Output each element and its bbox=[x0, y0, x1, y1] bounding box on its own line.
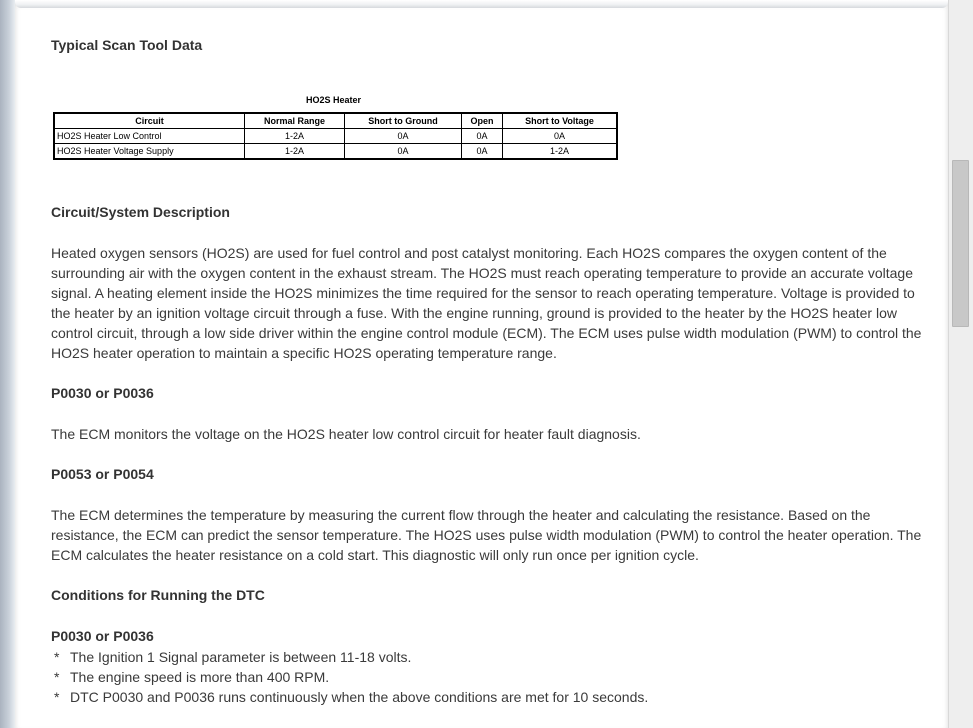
table-cell: 1-2A bbox=[503, 144, 618, 160]
heading-p0030-p0036: P0030 or P0036 bbox=[51, 385, 154, 401]
document-view bbox=[15, 0, 948, 728]
heading-conditions-running-dtc: Conditions for Running the DTC bbox=[51, 587, 265, 603]
table-row bbox=[54, 144, 617, 160]
heading-p0030-p0036-conditions: P0030 or P0036 bbox=[51, 628, 154, 644]
table-cell: 0A bbox=[345, 129, 462, 144]
list-item bbox=[54, 689, 648, 705]
table-cell: 0A bbox=[503, 129, 618, 144]
vertical-scrollbar[interactable] bbox=[948, 0, 973, 728]
table-cell: HO2S Heater Voltage Supply bbox=[54, 144, 245, 160]
bullet-marker: * bbox=[54, 689, 60, 705]
column-header: Open bbox=[462, 113, 503, 129]
table-cell: 1-2A bbox=[245, 144, 345, 160]
heading-circuit-description: Circuit/System Description bbox=[51, 204, 230, 220]
list-item-text: DTC P0030 and P0036 runs continuously when the above conditions are met for 10 seconds. bbox=[70, 689, 649, 705]
heading-p0053-p0054: P0053 or P0054 bbox=[51, 466, 154, 482]
table-cell: 0A bbox=[345, 144, 462, 160]
table-title: HO2S Heater bbox=[306, 95, 362, 105]
paragraph-p0030-p0036: The ECM monitors the voltage on the HO2S heater low control circuit for heater fault diagnosis. bbox=[51, 426, 641, 442]
scrollbar-thumb[interactable] bbox=[952, 160, 969, 327]
column-header: Short to Voltage bbox=[503, 113, 618, 129]
table-cell: 0A bbox=[462, 144, 503, 160]
window-left-edge bbox=[0, 0, 15, 728]
column-header: Circuit bbox=[54, 113, 245, 129]
bullet-marker: * bbox=[54, 669, 60, 685]
table-row bbox=[54, 129, 617, 144]
paragraph-circuit-description: Heated oxygen sensors (HO2S) are used for fuel control and post catalyst monitoring. Each HO2S compares the oxygen content of the surrounding air with the oxygen content in the exhaust stream. The HO2S must reach operating temperature to provide an accurate voltage signal. A heating element inside the HO2S minimizes the time required for the sensor to reach operating temperature. Voltage is provided to the heater by an ignition voltage circuit through a fuse. With the engine running, ground is provided to the heater by the HO2S heater low control circuit, through a low side driver within the engine control module (ECM). The ECM uses pulse width modulation (PWM) to control the HO2S heater operation to maintain a specific HO2S operating temperature range. bbox=[51, 245, 922, 361]
list-item bbox=[54, 649, 411, 665]
window-top-edge bbox=[15, 0, 948, 8]
scan-tool-table bbox=[53, 112, 618, 160]
list-item-text: The Ignition 1 Signal parameter is between 11-18 volts. bbox=[70, 649, 412, 665]
column-header: Short to Ground bbox=[345, 113, 462, 129]
table-cell: 1-2A bbox=[245, 129, 345, 144]
column-header: Normal Range bbox=[245, 113, 345, 129]
table-header-row bbox=[54, 113, 617, 129]
heading-scan-tool-data: Typical Scan Tool Data bbox=[51, 37, 203, 53]
list-item-text: The engine speed is more than 400 RPM. bbox=[70, 669, 330, 685]
paragraph-p0053-p0054: The ECM determines the temperature by measuring the current flow through the heater and calculating the resistance. Based on the resistance, the ECM can predict the sensor temperature. The HO2S uses pulse width modulation (PWM) to control the heater operation. The ECM calculates the heater resistance on a cold start. This diagnostic will only run once per ignition cycle. bbox=[51, 507, 922, 563]
table-cell: HO2S Heater Low Control bbox=[54, 129, 245, 144]
list-item bbox=[54, 669, 329, 685]
table-cell: 0A bbox=[462, 129, 503, 144]
bullet-marker: * bbox=[54, 649, 60, 665]
